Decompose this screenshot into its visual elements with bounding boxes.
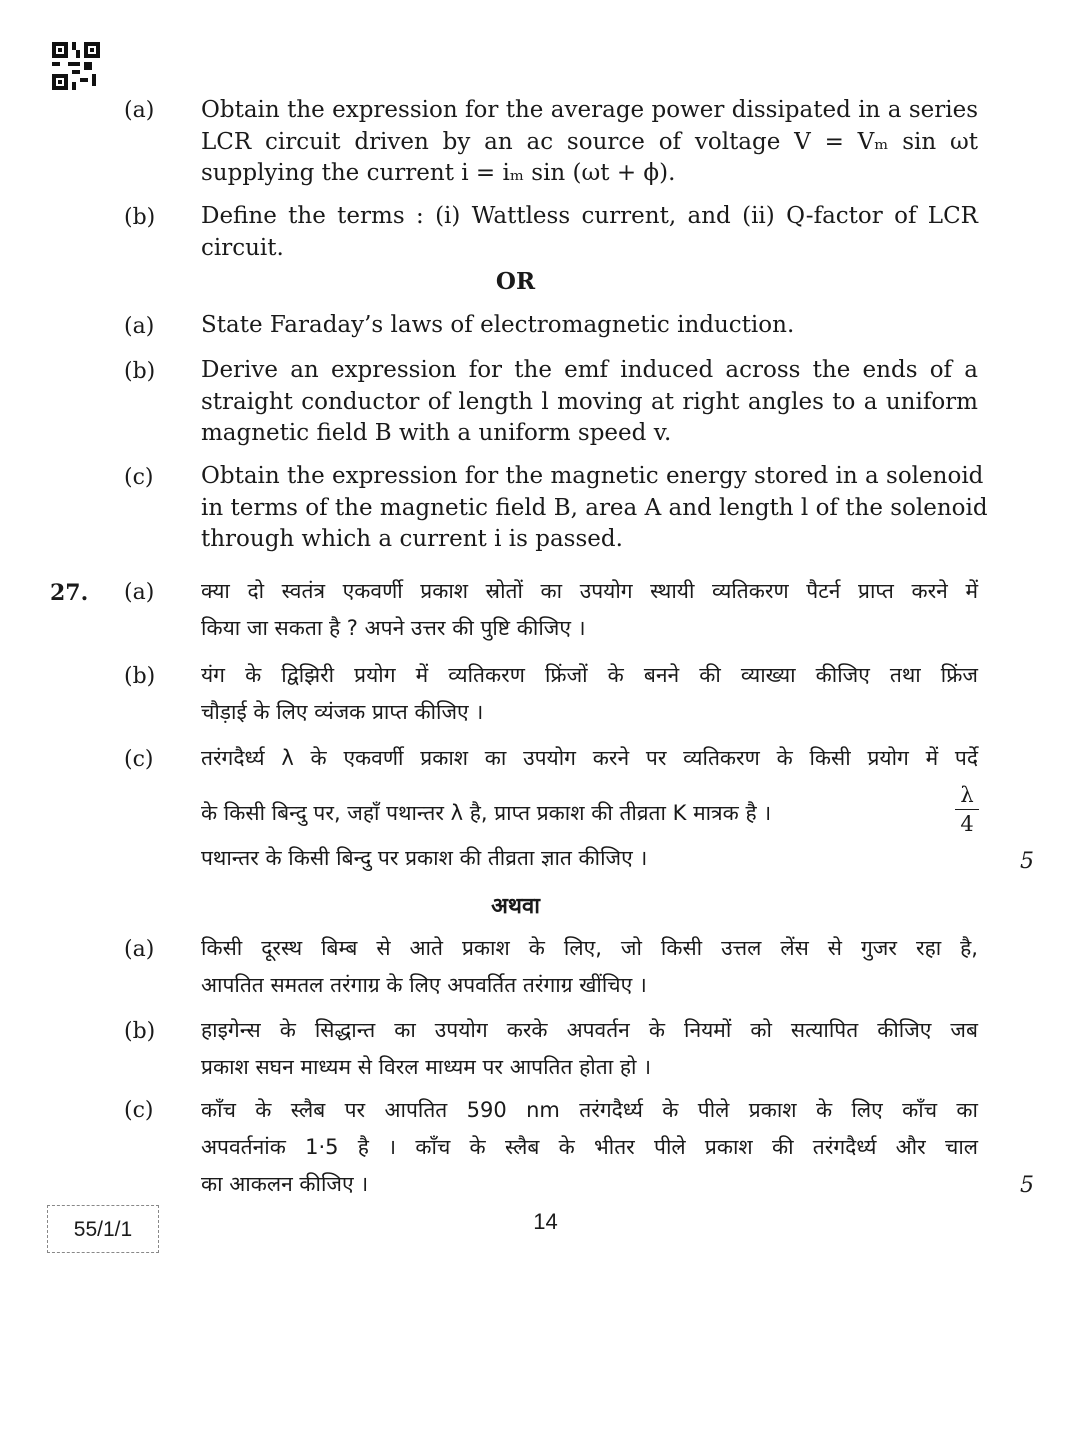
- qr-code: [52, 42, 100, 90]
- item-label: (a): [124, 314, 155, 339]
- q27-hindi-or-part-c: [201, 1092, 978, 1203]
- item-label: (c): [124, 465, 154, 490]
- text-line: straight conductor of length l moving at right angles to a uniform: [201, 388, 978, 415]
- question-number: 27.: [50, 580, 89, 606]
- item-label: (b): [124, 205, 156, 230]
- paper-code: 55/1/1: [73, 1218, 133, 1241]
- athva-heading: अथवा: [491, 894, 540, 919]
- text-line: का आकलन कीजिए ।: [201, 1172, 369, 1196]
- text-line: Obtain the expression for the average power dissipated in a series: [201, 97, 978, 123]
- q26-or-part-a-text: [201, 310, 978, 342]
- text-line: तरंगदैर्ध्य λ के एकवर्णी प्रकाश का उपयोग करने पर व्यतिकरण के किसी प्रयोग में पर्दे: [201, 746, 978, 770]
- q26-or-part-b-text: [201, 355, 978, 450]
- text-line: through which a current i is passed.: [201, 526, 623, 552]
- fraction-denominator: 4: [960, 812, 974, 836]
- item-label: (a): [124, 937, 155, 962]
- text-line: के किसी बिन्दु पर, जहाँ पथान्तर λ है, प्राप्त प्रकाश की तीव्रता K मात्रक है ।: [201, 801, 772, 825]
- text-line: पथान्तर के किसी बिन्दु पर प्रकाश की तीव्रता ज्ञात कीजिए ।: [201, 846, 648, 870]
- text-line: Define the terms : (i) Wattless current, and (ii) Q-factor of LCR: [201, 203, 978, 229]
- item-label: (c): [124, 1098, 154, 1123]
- q27-hindi-part-c: [201, 740, 978, 877]
- text-line: क्या दो स्वतंत्र एकवर्णी प्रकाश स्रोतों का उपयोग स्थायी व्यतिकरण पैटर्न प्राप्त करने में: [201, 579, 978, 603]
- q27-hindi-part-a: [201, 573, 978, 647]
- q27-hindi-part-b: [201, 657, 978, 731]
- text-line: अपवर्तनांक 1·5 है । काँच के स्लैब के भीतर पीले प्रकाश की तरंगदैर्ध्य और चाल: [201, 1135, 978, 1159]
- text-line: प्रकाश सघन माध्यम से विरल माध्यम पर आपतित होता हो ।: [201, 1055, 652, 1079]
- q26-part-a-text: [201, 95, 978, 190]
- lambda-over-4-fraction: [955, 783, 979, 836]
- item-label: (c): [124, 747, 154, 772]
- or-heading: OR: [495, 268, 536, 295]
- text-line: चौड़ाई के लिए व्यंजक प्राप्त कीजिए ।: [201, 700, 484, 724]
- text-line: in terms of the magnetic field B, area A and length l of the solenoid: [201, 494, 988, 521]
- text-line: supplying the current i = iₘ sin (ωt + ϕ).: [201, 160, 676, 186]
- text-line: किसी दूरस्थ बिम्ब से आते प्रकाश के लिए, जो किसी उत्तल लेंस से गुजर रहा है,: [201, 936, 978, 960]
- q26-or-part-c-text: [201, 461, 988, 556]
- text-line: LCR circuit driven by an ac source of voltage V = Vₘ sin ωt: [201, 128, 978, 155]
- q27-hindi-or-part-b: [201, 1012, 978, 1086]
- text-line: हाइगेन्स के सिद्धान्त का उपयोग करके अपवर्तन के नियमों को सत्यापित कीजिए जब: [201, 1018, 978, 1042]
- q26-part-b-text: [201, 201, 978, 264]
- q27-hindi-or-part-a: [201, 930, 978, 1004]
- text-line: magnetic field B with a uniform speed v.: [201, 420, 672, 446]
- item-label: (b): [124, 664, 156, 689]
- item-label: (a): [124, 98, 155, 123]
- page-number: 14: [533, 1209, 558, 1234]
- text-line: circuit.: [201, 234, 284, 261]
- text-line: किया जा सकता है ? अपने उत्तर की पुष्टि कीजिए ।: [201, 616, 586, 640]
- marks: 5: [1020, 849, 1034, 874]
- item-label: (b): [124, 359, 156, 384]
- text-line: काँच के स्लैब पर आपतित 590 nm तरंगदैर्ध्य के पीले प्रकाश के लिए काँच का: [201, 1098, 978, 1122]
- text-line: यंग के द्विझिरी प्रयोग में व्यतिकरण फ्रिंजों के बनने की व्याख्या कीजिए तथा फ्रिंज: [201, 663, 978, 687]
- text-line: Obtain the expression for the magnetic energy stored in a solenoid: [201, 463, 984, 489]
- text-line: State Faraday’s laws of electromagnetic induction.: [201, 312, 795, 338]
- item-label: (b): [124, 1019, 156, 1044]
- fraction-numerator: λ: [960, 783, 974, 807]
- marks: 5: [1020, 1173, 1034, 1198]
- text-line: आपतित समतल तरंगाग्र के लिए अपवर्तित तरंगाग्र खींचिए ।: [201, 973, 647, 997]
- text-line: Derive an expression for the emf induced across the ends of a: [201, 357, 978, 383]
- item-label: (a): [124, 580, 155, 605]
- fraction-bar: [955, 809, 979, 810]
